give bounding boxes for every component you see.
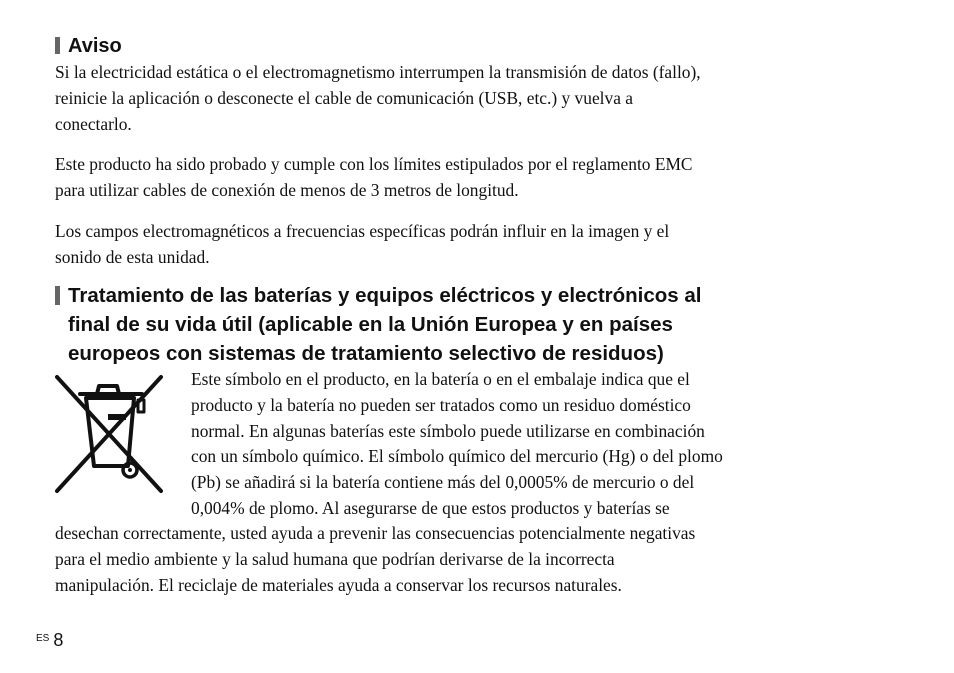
paragraph-line: Este símbolo en el producto, en la batería o en el embalaje indica que el — [191, 369, 690, 389]
aviso-paragraph-emc — [55, 152, 693, 204]
paragraph-line: normal. En algunas baterías este símbolo puede utilizarse en combinación — [191, 420, 705, 441]
page-footer — [36, 630, 63, 651]
paragraph-line: con un símbolo químico. El símbolo químico del mercurio (Hg) o del plomo — [191, 446, 723, 467]
heading-bar-marker — [55, 286, 60, 305]
crossed-out-wheelie-bin-icon — [52, 372, 166, 496]
paragraph-line: producto y la batería no pueden ser tratados como un residuo doméstico — [191, 394, 691, 415]
paragraph-line: conectarlo. — [55, 113, 132, 134]
heading-bar-marker — [55, 37, 60, 54]
aviso-paragraph-fields — [55, 219, 669, 271]
paragraph-line: Los campos electromagnéticos a frecuencias específicas podrán influir en la imagen y el — [55, 221, 670, 241]
paragraph-line: desechan correctamente, usted ayuda a prevenir las consecuencias potencialmente negativas — [55, 523, 696, 543]
paragraph-line: Este producto ha sido probado y cumple con los límites estipulados por el reglamento EMC — [55, 154, 693, 174]
section-heading-tratamiento — [55, 281, 835, 368]
language-code: ES — [36, 633, 50, 644]
page-number: 8 — [53, 630, 64, 650]
tratamiento-paragraph-wrapped — [191, 367, 723, 522]
paragraph-line: manipulación. El reciclaje de materiales ayuda a conservar los recursos naturales. — [55, 574, 622, 595]
heading-title-line: Tratamiento de las baterías y equipos eléctricos y electrónicos al — [68, 284, 702, 307]
aviso-paragraph-static — [55, 60, 701, 137]
tratamiento-paragraph-full — [55, 521, 695, 598]
paragraph-line: reinicie la aplicación o desconecte el cable de comunicación (USB, etc.) y vuelva a — [55, 87, 633, 108]
section-heading-aviso — [55, 34, 122, 58]
heading-title-line: final de su vida útil (aplicable en la Unión Europea y en países — [68, 313, 673, 336]
paragraph-line: para el medio ambiente y la salud humana que podrían derivarse de la incorrecta — [55, 548, 615, 569]
heading-title: Aviso — [68, 35, 122, 57]
paragraph-line: Si la electricidad estática o el electromagnetismo interrumpen la transmisión de datos (fallo), — [55, 62, 701, 82]
paragraph-line: 0,004% de plomo. Al asegurarse de que estos productos y baterías se — [191, 497, 670, 518]
paragraph-line: (Pb) se añadirá si la batería contiene más del 0,0005% de mercurio o del — [191, 472, 695, 493]
paragraph-line: para utilizar cables de conexión de menos de 3 metros de longitud. — [55, 179, 519, 200]
heading-title-line: europeos con sistemas de tratamiento selectivo de residuos) — [68, 342, 664, 365]
paragraph-line: sonido de esta unidad. — [55, 246, 210, 267]
